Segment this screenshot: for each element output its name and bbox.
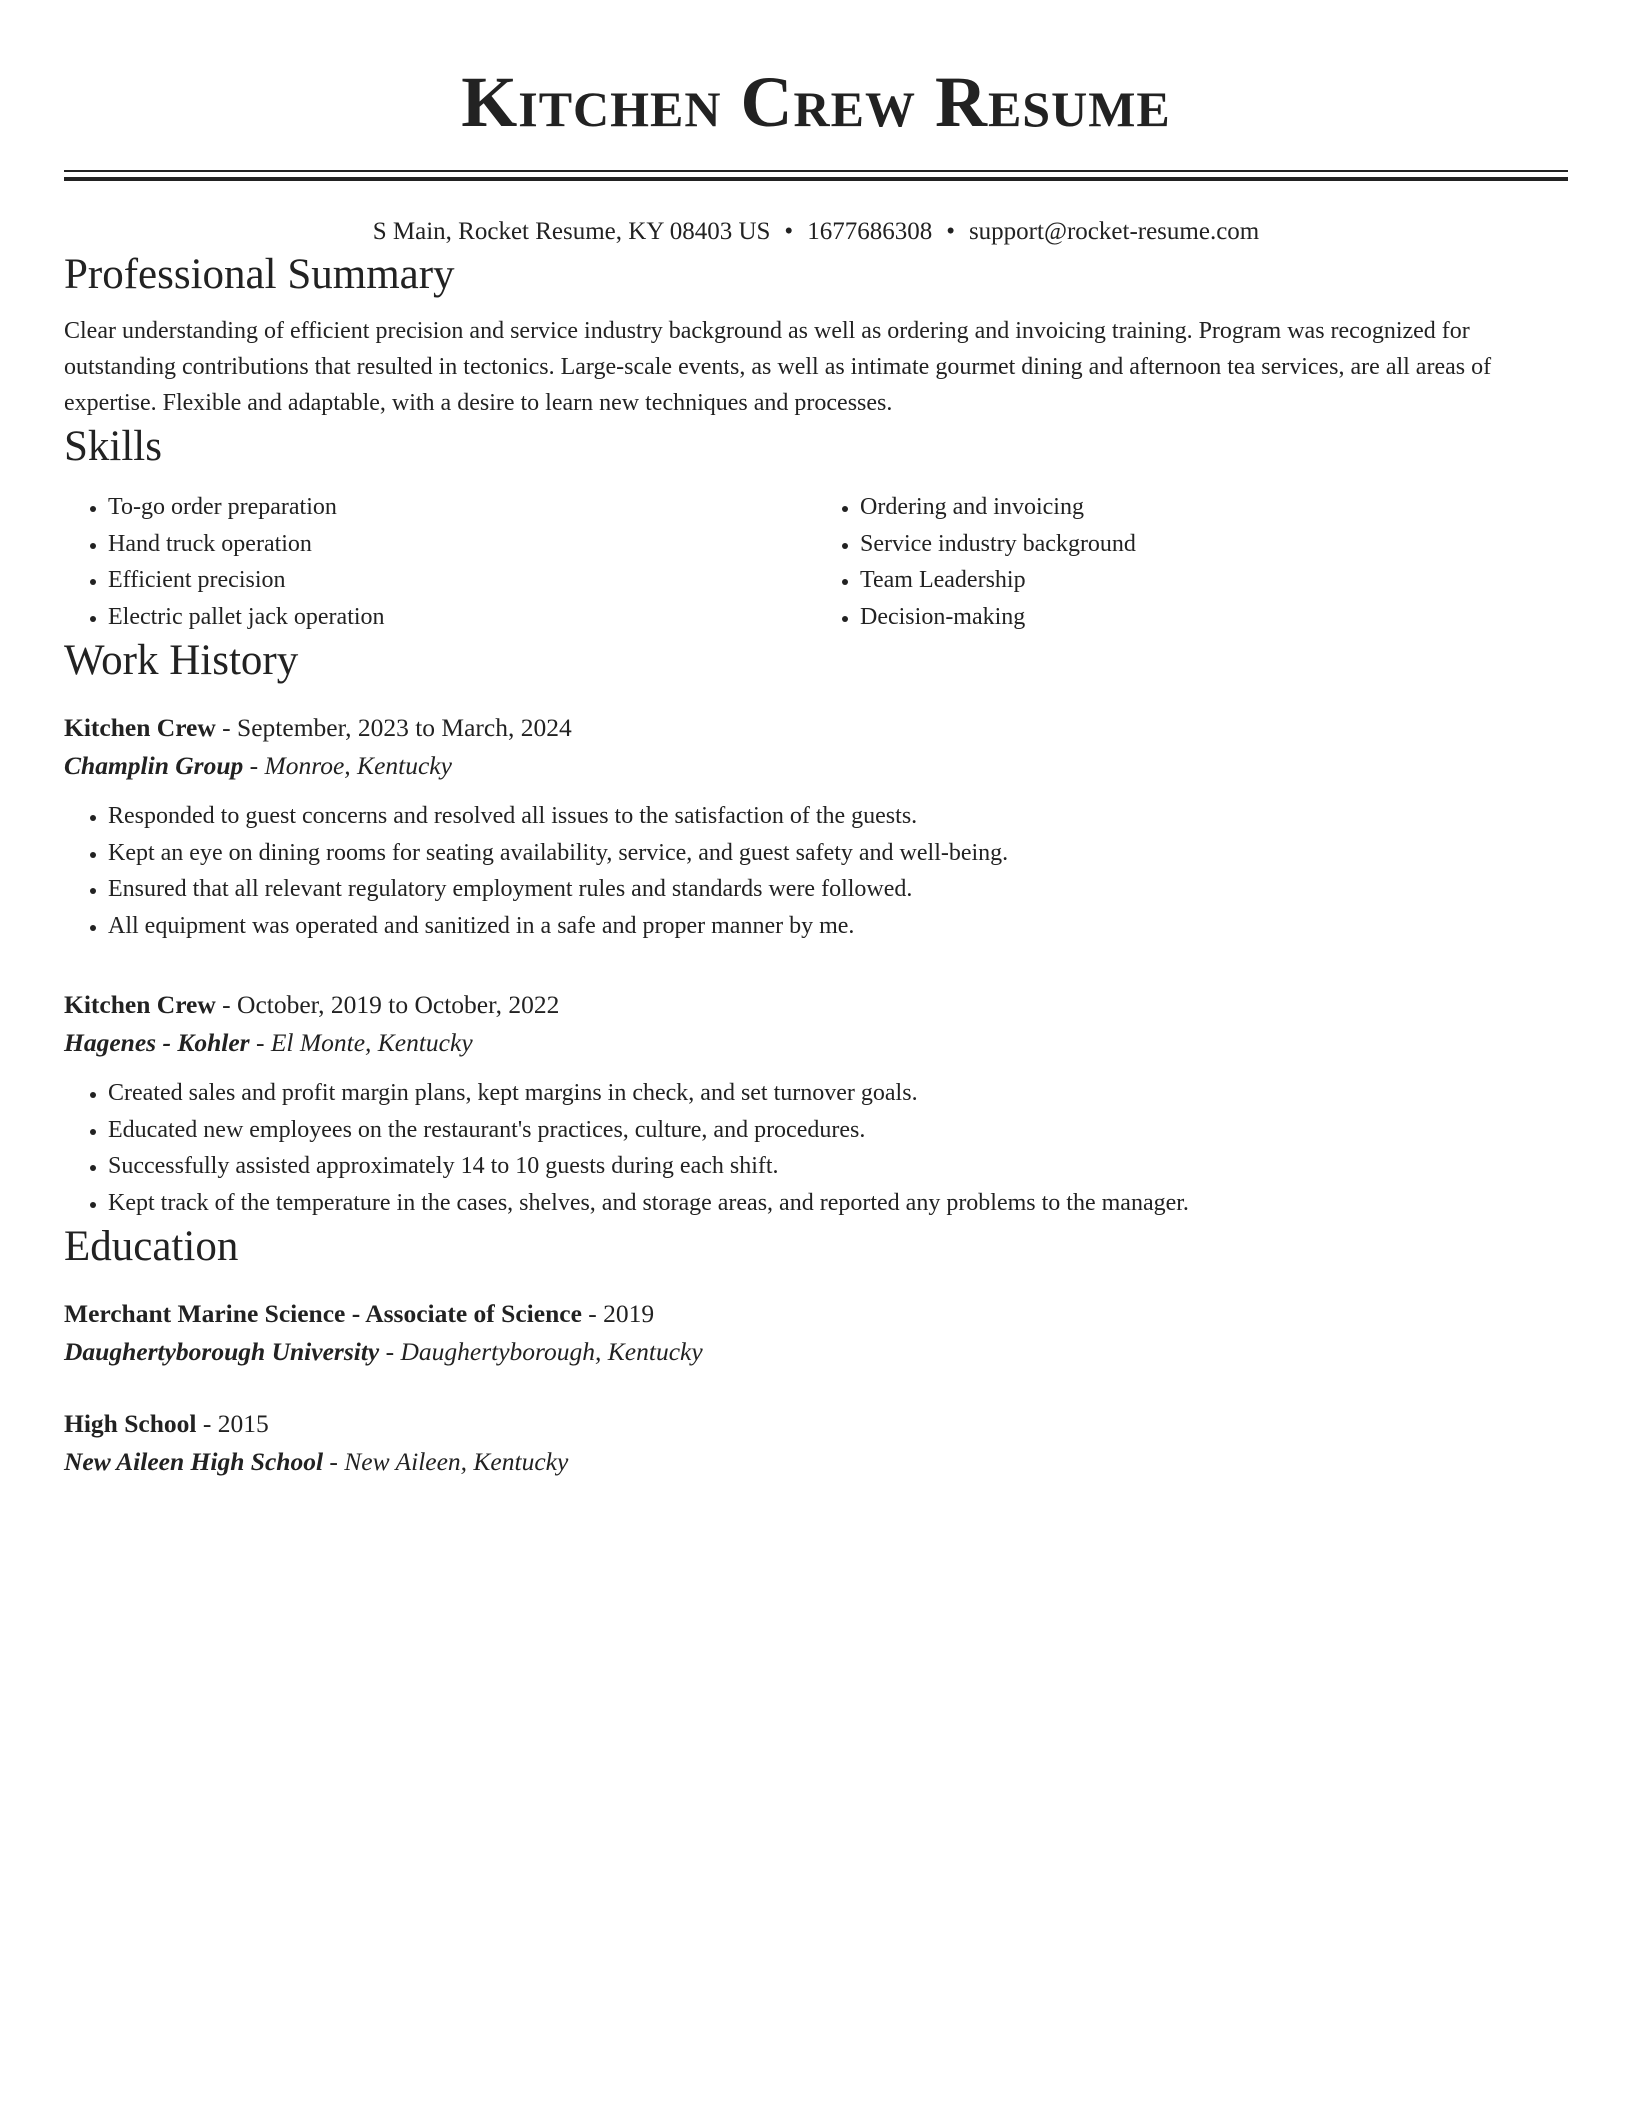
job-title-line — [64, 986, 1568, 1024]
job-entry — [64, 709, 1568, 944]
job-duties — [64, 798, 1568, 944]
skill-item: • Hand truck operation — [108, 526, 816, 563]
work-history-heading: Work History — [64, 637, 299, 684]
education-degree: Merchant Marine Science - Associate of Science — [64, 1299, 582, 1328]
education-heading: Education — [64, 1223, 239, 1270]
contact-address: S Main, Rocket Resume, KY 08403 US — [372, 218, 771, 245]
job-title-line — [64, 709, 1568, 747]
education-year: - 2015 — [196, 1409, 269, 1438]
contact-separator: • — [784, 218, 794, 245]
job-location: - Monroe, Kentucky — [243, 751, 452, 780]
education-school: New Aileen High School — [64, 1447, 324, 1476]
job-duty-item: • Kept an eye on dining rooms for seating availability, service, and guest safety and well-being. — [108, 835, 1568, 872]
education-degree-line — [64, 1405, 1568, 1443]
job-duty-item: • Successfully assisted approximately 14 to 10 guests during each shift. — [108, 1148, 1568, 1185]
resume-title: Kitchen Crew Resume — [461, 62, 1171, 142]
skill-item: • Service industry background — [860, 526, 1568, 563]
education-location: - New Aileen, Kentucky — [323, 1447, 569, 1476]
job-title: Kitchen Crew — [64, 990, 216, 1019]
job-title: Kitchen Crew — [64, 713, 216, 742]
job-company: Champlin Group — [64, 751, 244, 780]
education-school-line — [64, 1333, 1568, 1371]
education-school-line — [64, 1443, 1568, 1481]
job-duty-item: • Educated new employees on the restaurant's practices, culture, and procedures. — [108, 1112, 1568, 1149]
education-location: - Daughertyborough, Kentucky — [379, 1337, 703, 1366]
education-degree-line — [64, 1295, 1568, 1333]
job-duties — [64, 1075, 1568, 1221]
skill-item: • Efficient precision — [108, 562, 816, 599]
education-entry — [64, 1405, 1568, 1481]
job-duty-item: • Ensured that all relevant regulatory employment rules and standards were followed. — [108, 871, 1568, 908]
skills-list — [64, 489, 1568, 635]
contact-separator: • — [946, 218, 955, 245]
skill-item: • To-go order preparation — [108, 489, 816, 526]
job-duty-item: • All equipment was operated and sanitized in a safe and proper manner by me. — [108, 908, 1568, 945]
job-company: Hagenes - Kohler — [64, 1028, 250, 1057]
summary-heading: Professional Summary — [64, 251, 455, 298]
job-entry — [64, 986, 1568, 1221]
education-school: Daughertyborough University — [64, 1337, 380, 1366]
education-degree: High School — [64, 1409, 197, 1438]
education-year: - 2019 — [581, 1299, 655, 1328]
skill-item: • Team Leadership — [860, 562, 1568, 599]
skills-column-right — [816, 489, 1568, 635]
skill-item: • Ordering and invoicing — [860, 489, 1568, 526]
job-duty-item: • Responded to guest concerns and resolved all issues to the satisfaction of the guests. — [108, 798, 1568, 835]
contact-phone: 1677686308 — [807, 218, 933, 245]
job-duty-item: • Created sales and profit margin plans, kept margins in check, and set turnover goals. — [108, 1075, 1568, 1112]
contact-line — [64, 215, 1568, 249]
job-company-line — [64, 747, 1568, 785]
summary-text: Clear understanding of efficient precision and service industry background as well as ordering and invoicing training. Program was recognized for outstanding contributions that resulted in tectonics. Large-scale events, as well as intimate gourmet dining and afternoon tea services, are all areas of expertise. Flexible and adaptable, with a desire to learn new techniques and processes. — [64, 318, 1492, 416]
contact-email: support@rocket-resume.com — [968, 218, 1260, 245]
job-duty-item: • Kept track of the temperature in the cases, shelves, and storage areas, and reported any problems to the manager. — [108, 1185, 1568, 1222]
skill-item: • Electric pallet jack operation — [108, 599, 816, 636]
title-divider-thick — [64, 177, 1568, 181]
education-entry — [64, 1295, 1568, 1371]
job-dates: - September, 2023 to March, 2024 — [215, 713, 572, 742]
skills-heading: Skills — [64, 423, 162, 470]
job-location: - El Monte, Kentucky — [249, 1028, 473, 1057]
job-dates: - October, 2019 to October, 2022 — [215, 990, 560, 1019]
skills-column-left — [64, 489, 816, 635]
skill-item: • Decision-making — [860, 599, 1568, 636]
job-company-line — [64, 1024, 1568, 1062]
title-divider-thin — [64, 170, 1568, 172]
